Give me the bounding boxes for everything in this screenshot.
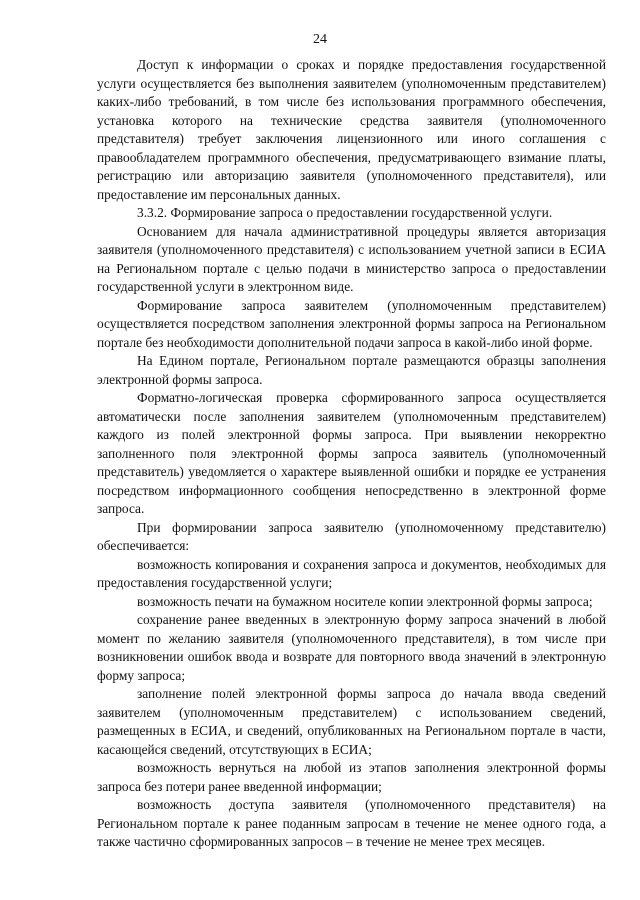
list-item-print: возможность печати на бумажном носителе копии электронной формы запроса; (137, 593, 593, 609)
paragraph-procedure-basis: Основанием для начала административной процедуры является авторизация заявителя (уполномоченного представителя) с использованием учетной записи в ЕСИА на Региональном портале с целью подачи в министерство запроса о предоставлении государственной услуги в электронном виде. (97, 223, 606, 294)
list-item-access-requests: возможность доступа заявителя (уполномоченного представителя) на Региональном портале к ранее поданным запросам в течение не менее одного года, а также частично сформированных запросов – в течение не менее трех месяцев. (97, 797, 606, 849)
page-number: 24 (313, 32, 327, 47)
section-heading-3-3-2: 3.3.2. Формирование запроса о предоставлении государственной услуги. (137, 205, 553, 220)
paragraph-info-access: Доступ к информации о сроках и порядке предоставления государственной услуги осуществляется без выполнения заявителем (уполномоченным представителем) каких-либо требований, в том числе без использования программного обеспечения, установка которого на технические средства заявителя (уполномоченного представителя) требует заключения лицензионного или иного соглашения с правообладателем программного обеспечения, предусматривающего взимание платы, регистрацию или авторизацию заявителя (уполномоченного представителя), или предоставление им персональных данных. (97, 57, 606, 202)
list-item-autofill: заполнение полей электронной формы запроса до начала ввода сведений заявителем (уполномоченным представителем) с использованием сведений, размещенных в ЕСИА, и сведений, опубликованных на Региональном портале в части, касающейся сведений, отсутствующих в ЕСИА; (97, 686, 606, 757)
document-body (97, 56, 606, 852)
paragraph-format-check: Форматно-логическая проверка сформированного запроса осуществляется автоматически после заполнения заявителем (уполномоченным представителем) каждого из полей электронной формы запроса. При выявлении некорректно заполненного поля электронной формы запроса заявитель (уполномоченный представитель) уведомляется о характере выявленной ошибки и порядке ее устранения посредством информационного сообщения непосредственно в электронной форме запроса. (97, 390, 606, 516)
paragraph-request-forming: Формирование запроса заявителем (уполномоченным представителем) осуществляется посредством заполнения электронной формы запроса на Региональном портале без необходимости дополнительной подачи запроса в какой-либо иной форме. (97, 297, 606, 350)
list-item-return-step: возможность вернуться на любой из этапов заполнения электронной формы запроса без потери ранее введенной информации; (97, 760, 606, 794)
list-item-save-values: сохранение ранее введенных в электронную форму запроса значений в любой момент по желанию заявителя (уполномоченного представителя), в том числе при возникновении ошибок ввода и возврате для повторного ввода значений в электронную форму запроса; (97, 612, 606, 683)
paragraph-form-samples: На Едином портале, Региональном портале размещаются образцы заполнения электронной формы запроса. (97, 353, 606, 387)
paragraph-provisions-intro: При формировании запроса заявителю (уполномоченному представителю) обеспечивается: (97, 519, 606, 553)
list-item-copy-save: возможность копирования и сохранения запроса и документов, необходимых для предоставления государственной услуги; (97, 556, 606, 590)
